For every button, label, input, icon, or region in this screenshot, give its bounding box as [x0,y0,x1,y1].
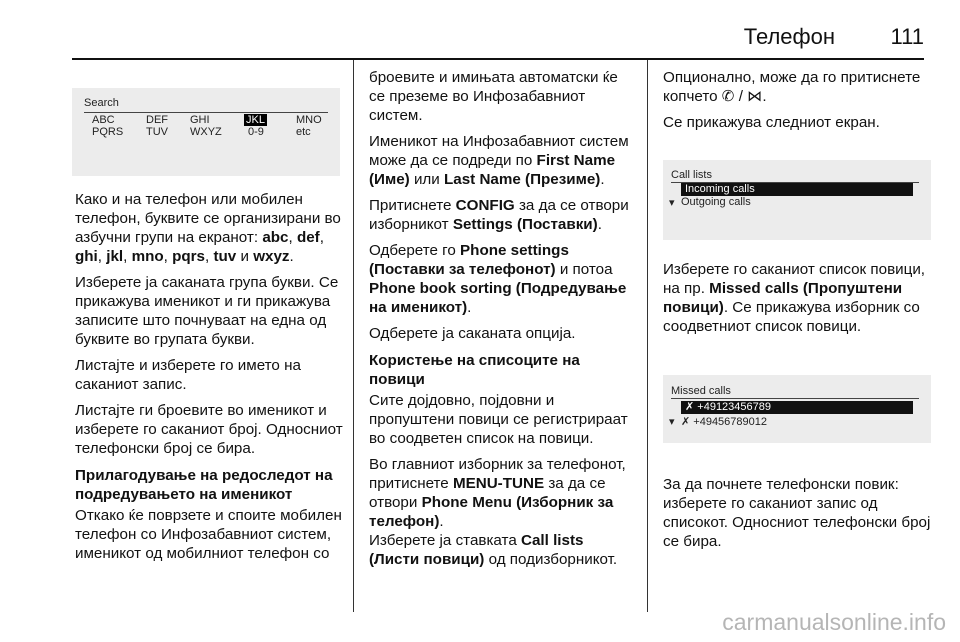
group-bottom: 0-9 [248,126,264,138]
text: . [439,513,444,530]
missed-call-row-selected [681,401,913,414]
text: Изберете ја ставката [369,532,521,549]
bold-text: Call lists (Листи повици) [369,532,584,568]
column-divider [647,60,648,612]
text: , [319,229,324,246]
screen-line [84,112,328,113]
column-1 [75,190,343,570]
column-divider [353,60,354,612]
text: Одберете го [369,242,461,259]
paragraph [369,196,637,234]
paragraph [663,68,931,106]
missed-call-number: +49456789012 [693,416,767,428]
text: . [597,216,602,233]
section-heading: Користење на списоците на повици [369,352,580,388]
paragraph [369,455,637,569]
text: , [288,229,297,246]
text: Опционално, може да го притиснете копчето [663,69,921,105]
text: , [97,248,107,265]
bold-text: Last Name (Презиме) [444,171,601,188]
missed-call-number: +49123456789 [697,401,771,413]
paragraph: Изберете ја саканата група букви. Се прикажува именикот и ги прикажува записите што почнуваат на една од буквите во групата букви. [75,274,339,348]
search-label: Search [84,97,119,109]
column-3-bottom [663,475,931,558]
paragraph: Одберете ја саканата опција. [369,325,576,342]
outgoing-calls-row: Outgoing calls [681,196,751,208]
call-lists-screen-figure [663,160,931,240]
bold-text: CONFIG [455,197,515,214]
page-title: Телефон [743,24,835,49]
paragraph: Се прикажува следниот екран. [663,114,880,131]
text: Именикот на Инфозабавниот систем може да се подреди по [369,133,629,169]
missed-call-icon: ✗ [681,416,694,428]
text: , [205,248,214,265]
column-3-top [663,68,931,139]
bold-text: wxyz [253,248,290,265]
text: . [467,299,472,316]
bold-text: jkl [106,248,124,265]
paragraph: Сите дојдовно, појдовни и пропуштени повици се регистрираат во соодветен список на повици. [369,392,628,447]
bold-text: pqrs [172,248,206,265]
group-top: DEF [146,114,168,126]
group-top: GHI [190,114,210,126]
bold-text: Phone Menu (Изборник за телефон) [369,494,614,530]
text: . [289,248,294,265]
missed-call-icon: ✗ [685,401,698,413]
section-heading: Прилагодување на редоследот на подредувањето на именикот [75,467,333,503]
watermark: carmanualsonline.info [722,609,946,635]
incoming-calls-row-selected: Incoming calls [681,183,913,196]
paragraph [369,241,637,317]
group-bottom: PQRS [92,126,124,138]
paragraph: броевите и имињата автоматски ќе се преземе во Инфозабавниот систем. [369,69,618,124]
group-top-selected: JKL [246,114,265,126]
text: , [163,248,173,265]
text: . [600,171,605,188]
paragraph [663,260,931,336]
bold-text: Missed calls (Пропуштени повици) [663,280,903,316]
text: или [409,171,444,188]
bold-text: abc [262,229,289,246]
text: , [123,248,132,265]
text: од подизборникот. [484,551,618,568]
column-3-middle [663,260,931,343]
text: Како и на телефон или мобилен телефон, буквите се организирани во азбучни групи на екранот: [75,191,341,246]
paragraph: Листајте ги броевите во именикот и изберете го саканиот број. Односниот телефонски број се бира. [75,402,343,457]
paragraph [75,190,343,266]
column-2 [369,68,637,576]
bold-text: tuv [213,248,237,265]
paragraph: За да почнете телефонски повик: изберете го саканиот запис од списокот. Односниот телефонски број се бира. [663,476,931,550]
missed-calls-screen-figure [663,375,931,443]
bold-text: Phone settings (Поставки за телефонот) [369,242,569,278]
text: и потоа [555,261,613,278]
text: Притиснете [369,197,456,214]
text: за да се отвори изборникот [369,197,629,233]
screen-line [671,398,919,399]
bold-text: Settings (Поставки) [452,216,598,233]
search-screen-figure [72,88,340,176]
text: за да се отвори [369,475,606,511]
group-bottom: TUV [146,126,168,138]
text: . [762,88,767,105]
group-bottom: etc [296,126,311,138]
missed-call-row [681,415,767,428]
group-top: MNO [296,114,322,126]
bold-text: ghi [75,248,98,265]
text: Изберете го саканиот список повици, на пр. [663,261,926,297]
paragraph: Откако ќе поврзете и споите мобилен телефон со Инфозабавниот систем, именикот од мобилниот телефон со [75,507,342,562]
bold-text: mno [131,248,164,265]
header-rule [72,58,924,60]
call-lists-title: Call lists [671,169,712,181]
missed-calls-title: Missed calls [671,385,731,397]
paragraph: Листајте и изберете го името на саканиот запис. [75,357,301,393]
group-bottom: WXYZ [190,126,222,138]
phone-icon: ✆ / ⋈ [721,88,763,105]
chevron-down-icon: ▾ [669,197,675,209]
text: и [236,248,254,265]
text: . Се прикажува изборник со соодветниот список повици. [663,299,920,335]
bold-text: Phone book sorting (Подредување на именикот) [369,280,627,316]
group-top: ABC [92,114,115,126]
text: Во главниот изборник за телефонот, притиснете [369,456,626,492]
paragraph [369,132,637,189]
chevron-down-icon: ▾ [669,416,675,428]
bold-text: def [296,229,320,246]
bold-text: MENU-TUNE [452,475,545,492]
bold-text: First Name (Име) [369,152,616,188]
page-number: 111 [890,24,924,49]
